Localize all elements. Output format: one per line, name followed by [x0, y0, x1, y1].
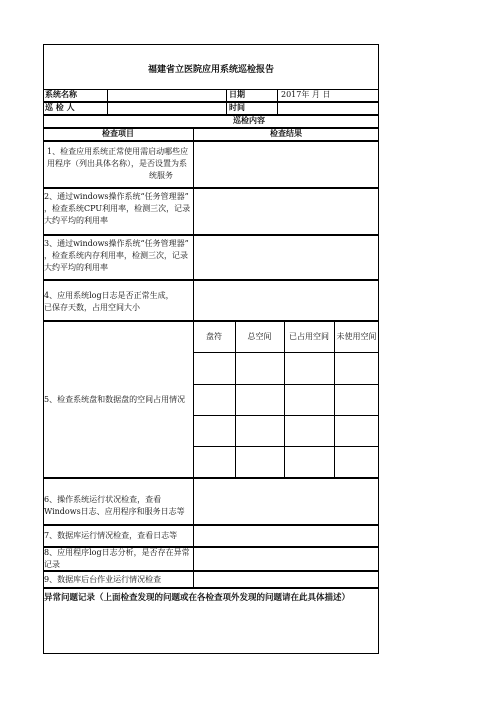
- check-item-8-line1: 8、应用程序log日志分析，是否存在异常: [44, 548, 190, 557]
- time-label: 时间: [229, 103, 245, 112]
- disk-header-free: 未使用空间: [336, 332, 377, 341]
- inspection-report-form: [43, 44, 379, 654]
- exceptions-field[interactable]: [45, 608, 377, 652]
- section-header: [43, 115, 379, 128]
- date-label: 日期: [229, 90, 245, 99]
- check-result-7[interactable]: [195, 526, 377, 546]
- check-item-1-line3: 统服务: [149, 171, 173, 180]
- inspector-label: 巡 检 人: [45, 103, 75, 112]
- check-item-1-line2: 用程序（列出具体名称），是否设置为系: [47, 159, 187, 168]
- disk-header-drive: 盘符: [206, 332, 222, 341]
- time-field[interactable]: [279, 103, 377, 114]
- date-field[interactable]: 2017年 月 日: [281, 90, 331, 99]
- check-item-5-line1: 5、检查系统盘和数据盘的空间占用情况: [44, 395, 186, 404]
- check-item-7-line1: 7、数据库运行情况检查，查看日志等: [44, 531, 178, 540]
- check-item-6-line1: 6、操作系统运行状况检查，查看: [44, 495, 162, 504]
- check-item-9-line1: 9、数据库后台作业运行情况检查: [44, 575, 162, 584]
- check-result-6[interactable]: [195, 479, 377, 524]
- col-result-header: 检查结果: [270, 129, 302, 138]
- report-title: 福建省立医院应用系统巡检报告: [147, 65, 274, 75]
- exceptions-label: 异常问题记录（上面检查发现的问题或在各检查项外发现的问题请在此具体描述）: [44, 593, 351, 603]
- check-item-2-line2: ，检查系统CPU利用率，检测三次，记录: [44, 204, 191, 213]
- system-name-label: 系统名称: [45, 90, 77, 99]
- system-name-field[interactable]: [109, 90, 224, 101]
- col-item-header: 检查项目: [102, 129, 134, 138]
- disk-header-used: 已占用空间: [289, 332, 329, 341]
- check-item-3-line2: ，检查系统内存利用率，检测三次，记录: [44, 251, 188, 260]
- disk-usage-grid: [193, 321, 379, 478]
- check-item-2-line1: 2、通过windows操作系统“任务管理器”: [44, 192, 189, 201]
- check-item-3-line1: 3、通过windows操作系统“任务管理器”: [44, 239, 189, 248]
- check-item-8-line2: 记录: [44, 560, 60, 569]
- check-result-3[interactable]: [195, 236, 377, 279]
- check-result-9[interactable]: [195, 572, 377, 587]
- check-result-8[interactable]: [195, 548, 377, 570]
- check-item-2-line3: 大约平均的利用率: [44, 216, 108, 225]
- check-item-4-line1: 4、应用系统log日志是否正常生成，: [44, 291, 174, 300]
- check-item-3-line3: 大约平均的利用率: [44, 263, 108, 272]
- check-item-1-line1: 1、检查应用系统正常使用需启动哪些应: [47, 147, 189, 156]
- check-item-4-line2: 已保存天数，占用空间大小: [44, 303, 140, 312]
- disk-header-total: 总空间: [247, 332, 272, 341]
- check-result-4[interactable]: [195, 281, 377, 320]
- check-result-2[interactable]: [195, 189, 377, 234]
- check-item-6-line2: Windows日志、应用程序和服务日志等: [44, 507, 185, 516]
- inspector-field[interactable]: [109, 103, 224, 114]
- check-result-1[interactable]: [195, 142, 377, 187]
- section-title: 巡检内容: [233, 116, 265, 125]
